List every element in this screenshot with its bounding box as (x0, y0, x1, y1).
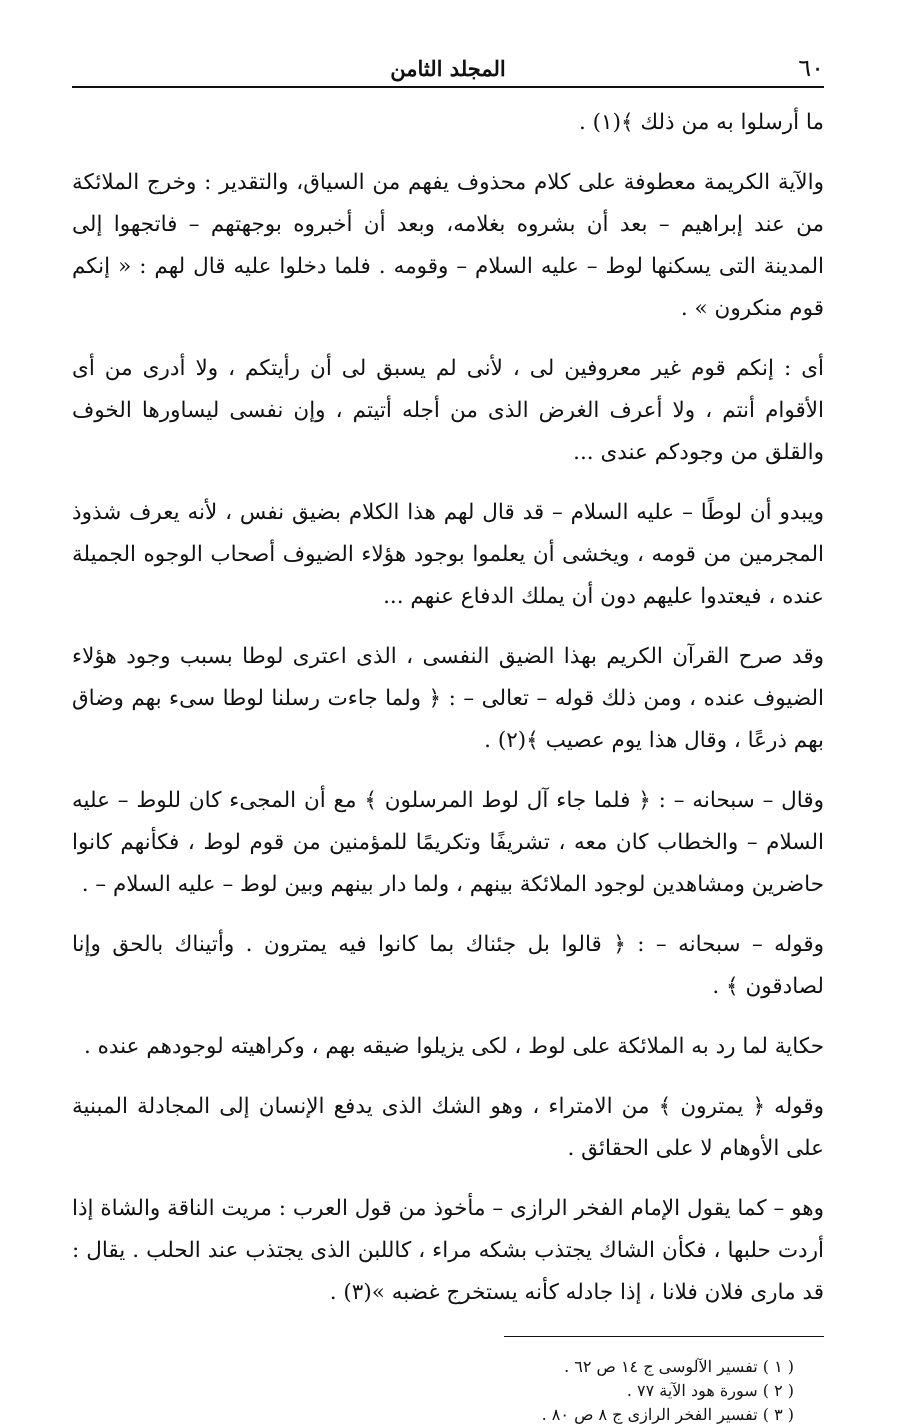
footnotes (72, 1355, 824, 1427)
body-text (72, 102, 824, 1314)
paragraph: ما أرسلوا به من ذلك ﴾(١) . (578, 110, 824, 135)
paragraph: ويبدو أن لوطًا – عليه السلام – قد قال لهم هذا الكلام بضيق نفس ، لأنه يعرف شذوذ المجرمين من قومه ، ويخشى أن يعلموا بوجود هؤلاء الضيوف أصحاب الوجوه الجميلة عنده ، فيعتدوا عليهم دون أن يملك الدفاع عنهم ... (72, 500, 824, 609)
paragraph: وقال – سبحانه – : ﴿ فلما جاء آل لوط المرسلون ﴾ مع أن المجىء كان للوط – عليه السلام – والخطاب كان معه ، تشريفًا وتكريمًا للمؤمنين من قوم لوط ، فكأنهم كانوا حاضرين ومشاهدين لوجود الملائكة بينهم ، ولما دار بينهم وبين لوط – عليه السلام – . (72, 788, 824, 897)
footnote: ( ٢ ) سورة هود الآية ٧٧ . (626, 1381, 794, 1400)
footnote-rule (504, 1336, 824, 1337)
paragraph: وقوله ﴿ يمترون ﴾ من الامتراء ، وهو الشك الذى يدفع الإنسان إلى المجادلة المبنية على الأوهام لا على الحقائق . (72, 1094, 824, 1161)
paragraph: وقد صرح القرآن الكريم بهذا الضيق النفسى ، الذى اعترى لوطا بسبب وجود هؤلاء الضيوف عنده ، ومن ذلك قوله – تعالى – : ﴿ ولما جاءت رسلنا لوطا سىء بهم وضاق بهم ذرعًا ، وقال هذا يوم عصيب ﴾(٢) . (72, 644, 824, 753)
footnote: ( ١ ) تفسير الآلوسى ج ١٤ ص ٦٢ . (564, 1357, 794, 1376)
paragraph: وقوله – سبحانه – : ﴿ قالوا بل جئناك بما كانوا فيه يمترون . وأتيناك بالحق وإنا لصادقون ﴾ . (72, 932, 824, 999)
page-header (72, 48, 824, 86)
page-number: ٦٠ (798, 54, 824, 82)
paragraph: أى : إنكم قوم غير معروفين لى ، لأنى لم يسبق لى أن رأيتكم ، ولا أدرى من أى الأقوام أنتم ، ولا أعرف الغرض الذى من أجله أتيتم ، وإن نفسى ليساورها الخوف والقلق من وجودكم عندى ... (72, 356, 824, 465)
paragraph: وهو – كما يقول الإمام الفخر الرازى – مأخوذ من قول العرب : مريت الناقة والشاة إذا أردت حلبها ، فكأن الشاك يجتذب بشكه مراء ، كاللبن الذى يجتذب عند الحلب . يقال : قد مارى فلان فلانا ، إذا جادله كأنه يستخرج غضبه »(٣) . (72, 1196, 824, 1305)
paragraph: والآية الكريمة معطوفة على كلام محذوف يفهم من السياق، والتقدير : وخرج الملائكة من عند إبراهيم – بعد أن بشروه بغلامه، وبعد أن أخبروه بوجهتهم – فاتجهوا إلى المدينة التى يسكنها لوط – عليه السلام – وقومه . فلما دخلوا عليه قال لهم : « إنكم قوم منكرون » . (72, 170, 824, 321)
book-page (72, 48, 824, 1427)
footnote: ( ٣ ) تفسير الفخر الرازى ج ٨ ص ٨٠ . (541, 1405, 794, 1424)
paragraph: حكاية لما رد به الملائكة على لوط ، لكى يزيلوا ضيقه بهم ، وكراهيته لوجودهم عنده . (83, 1034, 824, 1059)
header-rule (72, 86, 824, 88)
running-title: المجلد الثامن (390, 56, 506, 81)
